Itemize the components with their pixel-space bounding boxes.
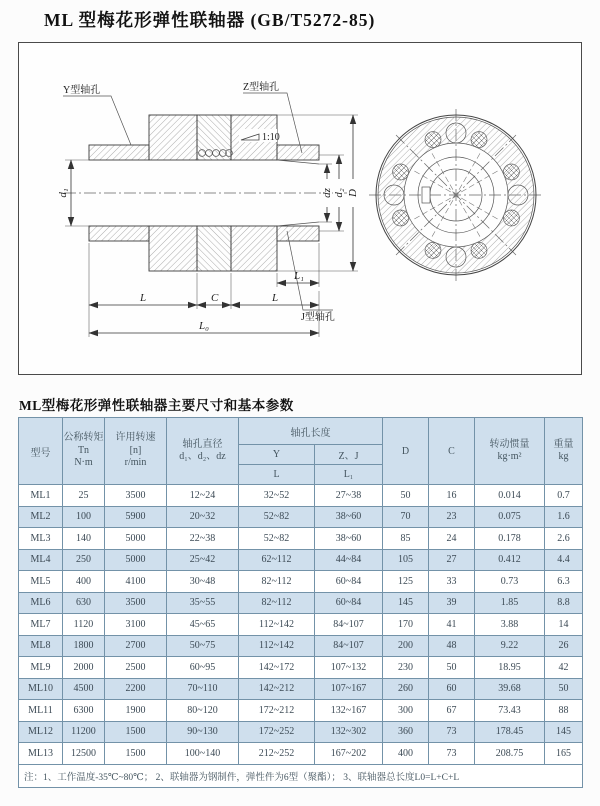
col-header-C: C [429,418,475,485]
value-cell: 9.22 [475,635,545,657]
dim-d1-label: d₁ [57,188,69,198]
value-cell: 39.68 [475,678,545,700]
dim-L-left-label: L [140,292,147,304]
value-cell: 1800 [63,635,105,657]
col-header-hole-length: 轴孔长度 [239,418,383,445]
value-cell: 60~84 [315,592,383,614]
value-cell: 3500 [105,485,167,507]
table-row [19,700,583,722]
value-cell: 100 [63,506,105,528]
value-cell: 3.88 [475,614,545,636]
value-cell: 0.7 [545,485,583,507]
value-cell: 167~202 [315,743,383,765]
col-header-speed: 许用转速 [n] r/min [105,418,167,485]
value-cell: 12500 [63,743,105,765]
model-cell: ML1 [19,485,63,507]
value-cell: 4.4 [545,549,583,571]
value-cell: 35~55 [167,592,239,614]
value-cell: 70~110 [167,678,239,700]
col-header-ZJ: Z、J [315,445,383,465]
value-cell: 50 [383,485,429,507]
value-cell: 73 [429,743,475,765]
col-header-bore: 轴孔直径 d₁、d₂、dz [167,418,239,485]
value-cell: 0.73 [475,571,545,593]
value-cell: 2700 [105,635,167,657]
value-cell: 84~107 [315,614,383,636]
value-cell: 230 [383,657,429,679]
value-cell: 0.014 [475,485,545,507]
value-cell: 3100 [105,614,167,636]
value-cell: 25~42 [167,549,239,571]
value-cell: 1.6 [545,506,583,528]
value-cell: 145 [383,592,429,614]
value-cell: 39 [429,592,475,614]
value-cell: 1120 [63,614,105,636]
value-cell: 4100 [105,571,167,593]
value-cell: 27 [429,549,475,571]
table-body [19,485,583,765]
keyway [422,187,430,203]
value-cell: 5000 [105,549,167,571]
value-cell: 26 [545,635,583,657]
model-cell: ML10 [19,678,63,700]
y-hole-label: Y型轴孔 [63,85,101,96]
dim-D-label: D [347,189,359,197]
value-cell: 0.412 [475,549,545,571]
coupling-drawing-svg [19,43,581,374]
taper-label: 1:10 [262,132,280,143]
value-cell: 142~212 [239,678,315,700]
value-cell: 82~112 [239,592,315,614]
col-header-weight: 重量 kg [545,418,583,485]
value-cell: 125 [383,571,429,593]
dim-d2-label: d₂ [333,188,345,198]
value-cell: 38~60 [315,506,383,528]
table-row [19,571,583,593]
value-cell: 630 [63,592,105,614]
model-cell: ML13 [19,743,63,765]
value-cell: 2500 [105,657,167,679]
value-cell: 30~48 [167,571,239,593]
dim-L-right-label: L [272,292,279,304]
value-cell: 50 [429,657,475,679]
table-row [19,721,583,743]
col-header-D: D [383,418,429,485]
value-cell: 16 [429,485,475,507]
value-cell: 90~130 [167,721,239,743]
value-cell: 52~82 [239,528,315,550]
value-cell: 1500 [105,721,167,743]
value-cell: 12~24 [167,485,239,507]
value-cell: 84~107 [315,635,383,657]
value-cell: 25 [63,485,105,507]
model-cell: ML2 [19,506,63,528]
model-cell: ML12 [19,721,63,743]
value-cell: 260 [383,678,429,700]
value-cell: 142~172 [239,657,315,679]
value-cell: 170 [383,614,429,636]
value-cell: 41 [429,614,475,636]
value-cell: 88 [545,700,583,722]
table-header [19,418,583,485]
col-header-L: L [239,465,315,485]
dim-L0-label: L₀ [199,320,209,332]
value-cell: 11200 [63,721,105,743]
value-cell: 5000 [105,528,167,550]
table-row [19,678,583,700]
value-cell: 4500 [63,678,105,700]
value-cell: 200 [383,635,429,657]
value-cell: 70 [383,506,429,528]
value-cell: 14 [545,614,583,636]
model-cell: ML3 [19,528,63,550]
value-cell: 48 [429,635,475,657]
value-cell: 50~75 [167,635,239,657]
value-cell: 1.85 [475,592,545,614]
value-cell: 132~167 [315,700,383,722]
value-cell: 2.6 [545,528,583,550]
model-cell: ML8 [19,635,63,657]
value-cell: 5900 [105,506,167,528]
table-row [19,657,583,679]
value-cell: 0.075 [475,506,545,528]
col-header-model: 型号 [19,418,63,485]
col-header-L1: L₁ [315,465,383,485]
value-cell: 178.45 [475,721,545,743]
model-cell: ML5 [19,571,63,593]
value-cell: 132~302 [315,721,383,743]
value-cell: 3500 [105,592,167,614]
z-hole-label: Z型轴孔 [243,82,280,93]
value-cell: 85 [383,528,429,550]
value-cell: 1900 [105,700,167,722]
value-cell: 82~112 [239,571,315,593]
table-row [19,635,583,657]
value-cell: 52~82 [239,506,315,528]
col-header-Y: Y [239,445,315,465]
value-cell: 172~252 [239,721,315,743]
value-cell: 112~142 [239,614,315,636]
value-cell: 67 [429,700,475,722]
value-cell: 50 [545,678,583,700]
value-cell: 38~60 [315,528,383,550]
page-title: ML 型梅花形弹性联轴器 (GB/T5272-85) [44,10,376,30]
model-cell: ML4 [19,549,63,571]
value-cell: 107~167 [315,678,383,700]
dim-C-label: C [211,292,219,304]
value-cell: 6.3 [545,571,583,593]
value-cell: 20~32 [167,506,239,528]
value-cell: 145 [545,721,583,743]
table-note: 注：1、工作温度-35℃~80℃； 2、联轴器为钢制件，弹性件为6型（聚酯）； 3、联轴器总长度L0=L+C+L [19,764,583,787]
table-caption: ML型梅花形弹性联轴器主要尺寸和基本参数 [19,398,294,413]
value-cell: 165 [545,743,583,765]
value-cell: 2200 [105,678,167,700]
table-row [19,485,583,507]
table-row [19,592,583,614]
value-cell: 0.178 [475,528,545,550]
value-cell: 60 [429,678,475,700]
value-cell: 22~38 [167,528,239,550]
value-cell: 73 [429,721,475,743]
value-cell: 107~132 [315,657,383,679]
value-cell: 18.95 [475,657,545,679]
section-view [57,80,359,337]
value-cell: 100~140 [167,743,239,765]
value-cell: 80~120 [167,700,239,722]
value-cell: 23 [429,506,475,528]
value-cell: 62~112 [239,549,315,571]
table-row [19,528,583,550]
value-cell: 400 [63,571,105,593]
value-cell: 45~65 [167,614,239,636]
technical-drawing [18,42,582,375]
spec-table [18,417,583,788]
value-cell: 33 [429,571,475,593]
value-cell: 60~95 [167,657,239,679]
table-row [19,549,583,571]
value-cell: 73.43 [475,700,545,722]
dim-L1-label: L₁ [294,270,304,282]
model-cell: ML11 [19,700,63,722]
value-cell: 140 [63,528,105,550]
value-cell: 400 [383,743,429,765]
value-cell: 300 [383,700,429,722]
col-header-inertia: 转动惯量 kg·m² [475,418,545,485]
value-cell: 32~52 [239,485,315,507]
value-cell: 360 [383,721,429,743]
value-cell: 24 [429,528,475,550]
dim-dz-label: dz [321,188,333,198]
value-cell: 60~84 [315,571,383,593]
value-cell: 44~84 [315,549,383,571]
table-row [19,614,583,636]
model-cell: ML9 [19,657,63,679]
value-cell: 8.8 [545,592,583,614]
value-cell: 6300 [63,700,105,722]
value-cell: 208.75 [475,743,545,765]
table-row [19,506,583,528]
value-cell: 250 [63,549,105,571]
value-cell: 2000 [63,657,105,679]
table-row [19,743,583,765]
value-cell: 27~38 [315,485,383,507]
col-header-torque: 公称转矩 Tn N·m [63,418,105,485]
value-cell: 172~212 [239,700,315,722]
j-hole-label: J型轴孔 [301,312,335,323]
value-cell: 42 [545,657,583,679]
model-cell: ML7 [19,614,63,636]
value-cell: 1500 [105,743,167,765]
model-cell: ML6 [19,592,63,614]
value-cell: 212~252 [239,743,315,765]
value-cell: 112~142 [239,635,315,657]
end-view [369,109,543,281]
value-cell: 105 [383,549,429,571]
